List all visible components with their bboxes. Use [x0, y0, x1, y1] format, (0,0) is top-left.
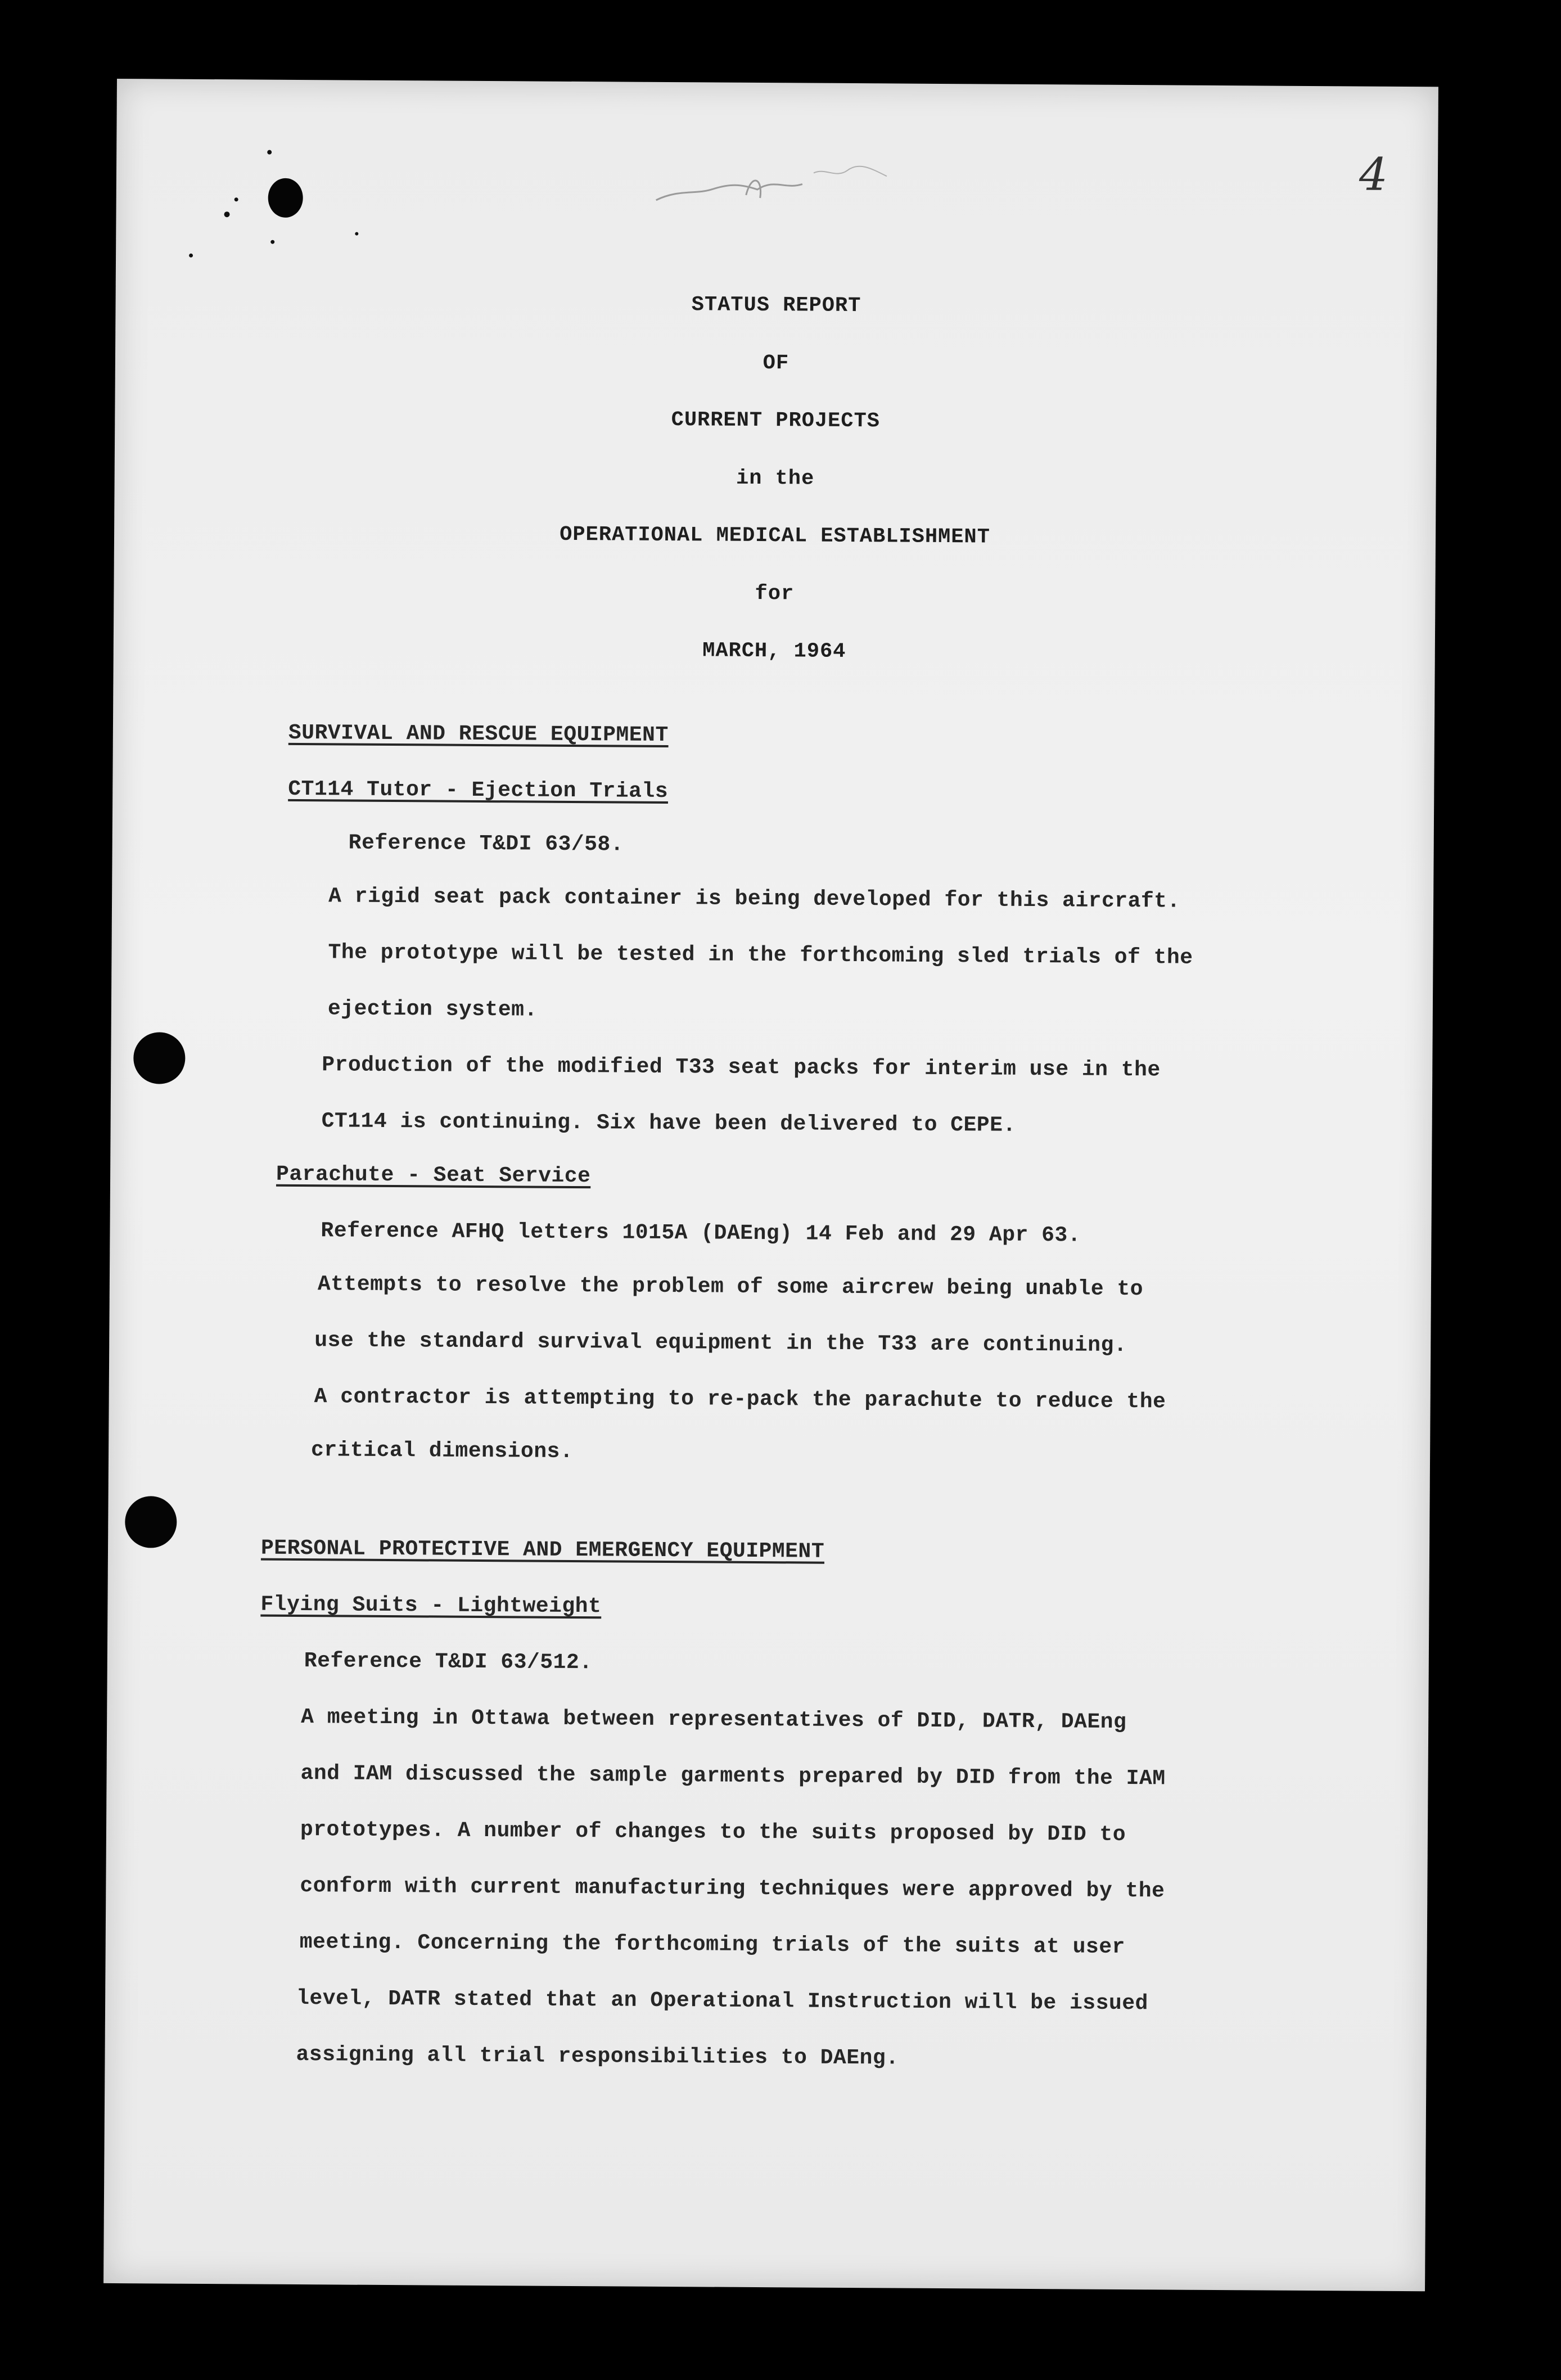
punch-hole-middle — [133, 1032, 186, 1084]
title-line: CURRENT PROJECTS — [671, 408, 881, 434]
body-line: use the standard survival equipment in the T33 are continuing. — [314, 1328, 1127, 1358]
item-heading-ct114: CT114 Tutor - Ejection Trials — [288, 777, 669, 804]
body-line: level, DATR stated that an Operational Instruction will be issued — [296, 1986, 1149, 2016]
item-heading-parachute: Parachute - Seat Service — [276, 1162, 591, 1189]
body-line: prototypes. A number of changes to the suits proposed by DID to — [300, 1818, 1126, 1847]
reference-line: Reference AFHQ letters 1015A (DAEng) 14 Feb and 29 Apr 63. — [321, 1219, 1081, 1248]
body-line: conform with current manufacturing techniques were approved by the — [300, 1874, 1165, 1904]
paper-sheet — [103, 79, 1438, 2291]
body-line: assigning all trial responsibilities to DAEng. — [296, 2043, 899, 2071]
body-line: ejection system. — [327, 997, 538, 1022]
title-line: in the — [736, 466, 815, 491]
body-line: A contractor is attempting to re-pack the parachute to reduce the — [314, 1385, 1166, 1414]
title-line: OPERATIONAL MEDICAL ESTABLISHMENT — [560, 522, 991, 549]
reference-line: Reference T&DI 63/512. — [304, 1649, 593, 1675]
title-line: MARCH, 1964 — [702, 639, 846, 664]
title-line: OF — [763, 351, 789, 376]
section-heading-personal: PERSONAL PROTECTIVE AND EMERGENCY EQUIPMENT — [260, 1536, 825, 1564]
body-line: The prototype will be tested in the forthcoming sled trials of the — [328, 940, 1193, 970]
page-number: 4 — [1359, 148, 1388, 201]
reference-line: Reference T&DI 63/58. — [348, 831, 624, 857]
speck — [270, 240, 274, 244]
body-line: CT114 is continuing. Six have been delivered to CEPE. — [321, 1109, 1016, 1138]
speck — [267, 150, 272, 155]
punch-hole-lower — [125, 1496, 177, 1548]
punch-hole-top — [268, 178, 303, 218]
item-heading-flying-suits: Flying Suits - Lightweight — [260, 1592, 602, 1619]
body-line: A rigid seat pack container is being developed for this aircraft. — [328, 884, 1180, 914]
title-line: for — [755, 582, 795, 606]
pencil-scribble — [644, 105, 926, 230]
section-heading-survival: SURVIVAL AND RESCUE EQUIPMENT — [288, 720, 669, 748]
body-line: critical dimensions. — [310, 1438, 574, 1464]
body-line: Production of the modified T33 seat packs for interim use in the — [322, 1053, 1161, 1083]
speck — [234, 197, 238, 201]
body-line: and IAM discussed the sample garments prepared by DID from the IAM — [300, 1761, 1166, 1791]
body-line: meeting. Concerning the forthcoming trials of the suits at user — [299, 1930, 1126, 1960]
speck — [355, 232, 358, 236]
speck — [189, 254, 193, 258]
body-line: Attempts to resolve the problem of some aircrew being unable to — [317, 1272, 1144, 1302]
title-line: STATUS REPORT — [691, 293, 861, 318]
body-line: A meeting in Ottawa between representatives of DID, DATR, DAEng — [301, 1705, 1127, 1735]
speck — [224, 211, 229, 217]
